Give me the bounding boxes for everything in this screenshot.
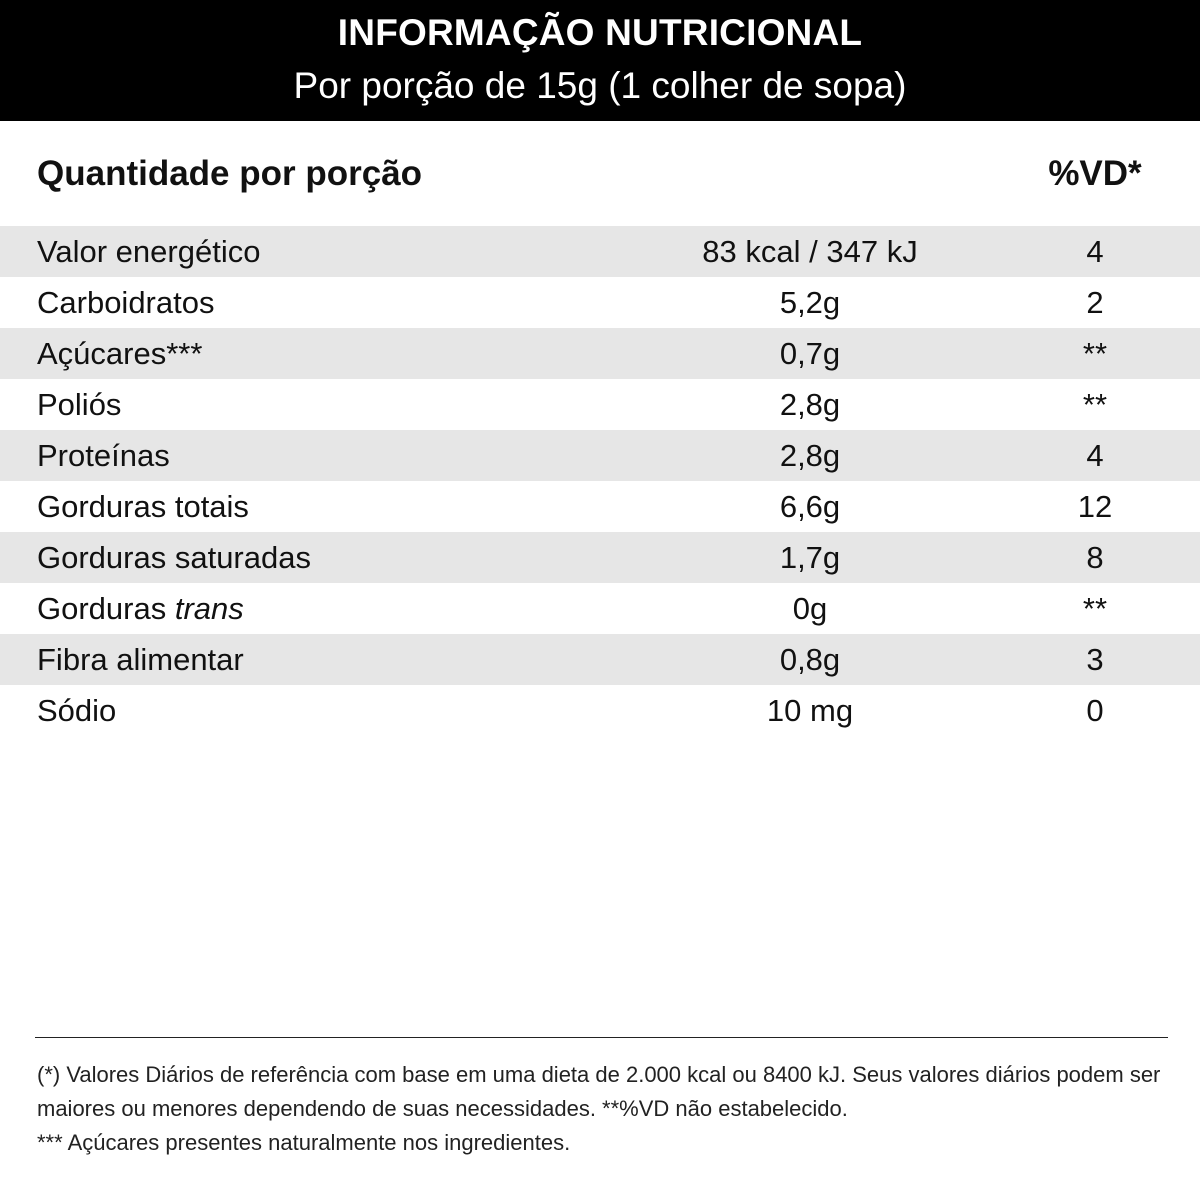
nutrient-row (0, 481, 1200, 532)
nutrient-row (0, 685, 1200, 736)
footnotes (37, 1058, 1167, 1160)
nutrient-row (0, 277, 1200, 328)
nutrient-name: Gorduras trans (37, 591, 244, 626)
nutrient-row (0, 430, 1200, 481)
nutrient-name: Valor energético (37, 234, 261, 269)
nutrient-daily-value: 12 (1077, 489, 1113, 524)
nutrient-name: Poliós (37, 387, 122, 422)
nutrient-name: Fibra alimentar (37, 642, 244, 677)
nutrient-quantity: 0g (792, 591, 828, 626)
nutrient-name: Sódio (37, 693, 117, 728)
nutrient-row (0, 532, 1200, 583)
nutrient-name: Gorduras totais (37, 489, 249, 524)
nutrient-daily-value: 0 (1086, 693, 1104, 728)
nutrient-quantity: 2,8g (779, 387, 841, 422)
nutrient-daily-value: ** (1082, 387, 1108, 422)
footnote-sugars: *** Açúcares presentes naturalmente nos ingredientes. (37, 1130, 571, 1155)
nutrient-quantity: 0,8g (779, 642, 841, 677)
nutrient-row (0, 328, 1200, 379)
nutrient-row (0, 379, 1200, 430)
nutrient-row (0, 634, 1200, 685)
nutrient-name: Carboidratos (37, 285, 215, 320)
serving-size: Por porção de 15g (1 colher de sopa) (293, 65, 907, 106)
nutrient-name: Proteínas (37, 438, 170, 473)
nutrient-quantity: 83 kcal / 347 kJ (702, 234, 918, 269)
nutrient-quantity: 6,6g (779, 489, 841, 524)
nutrient-quantity: 10 mg (766, 693, 854, 728)
nutrient-quantity: 5,2g (779, 285, 841, 320)
nutrient-daily-value: ** (1082, 591, 1108, 626)
quantity-column-header: Quantidade por porção (37, 154, 423, 193)
nutrient-quantity: 1,7g (779, 540, 841, 575)
header-bar (0, 0, 1200, 121)
nutrient-daily-value: 8 (1086, 540, 1104, 575)
nutrient-daily-value: 2 (1086, 285, 1104, 320)
nutrient-row (0, 583, 1200, 634)
footnote-divider (35, 1037, 1168, 1038)
nutrient-name: Açúcares*** (37, 336, 203, 371)
label-title: INFORMAÇÃO NUTRICIONAL (337, 12, 863, 53)
nutrient-quantity: 2,8g (779, 438, 841, 473)
nutrient-daily-value: 4 (1086, 234, 1104, 269)
nutrient-daily-value: 3 (1086, 642, 1104, 677)
nutrient-quantity: 0,7g (779, 336, 841, 371)
nutrient-daily-value: 4 (1086, 438, 1104, 473)
nutrient-name: Gorduras saturadas (37, 540, 311, 575)
nutrient-row (0, 226, 1200, 277)
nutrient-daily-value: ** (1082, 336, 1108, 371)
footnote-daily-values: (*) Valores Diários de referência com base em uma dieta de 2.000 kcal ou 8400 kJ. Seus valores diários podem ser maiores ou menores dependendo de suas necessidades. **%VD não estabelecido. (37, 1062, 1161, 1121)
nutrition-table (0, 226, 1200, 736)
daily-value-column-header: %VD* (1048, 154, 1142, 193)
